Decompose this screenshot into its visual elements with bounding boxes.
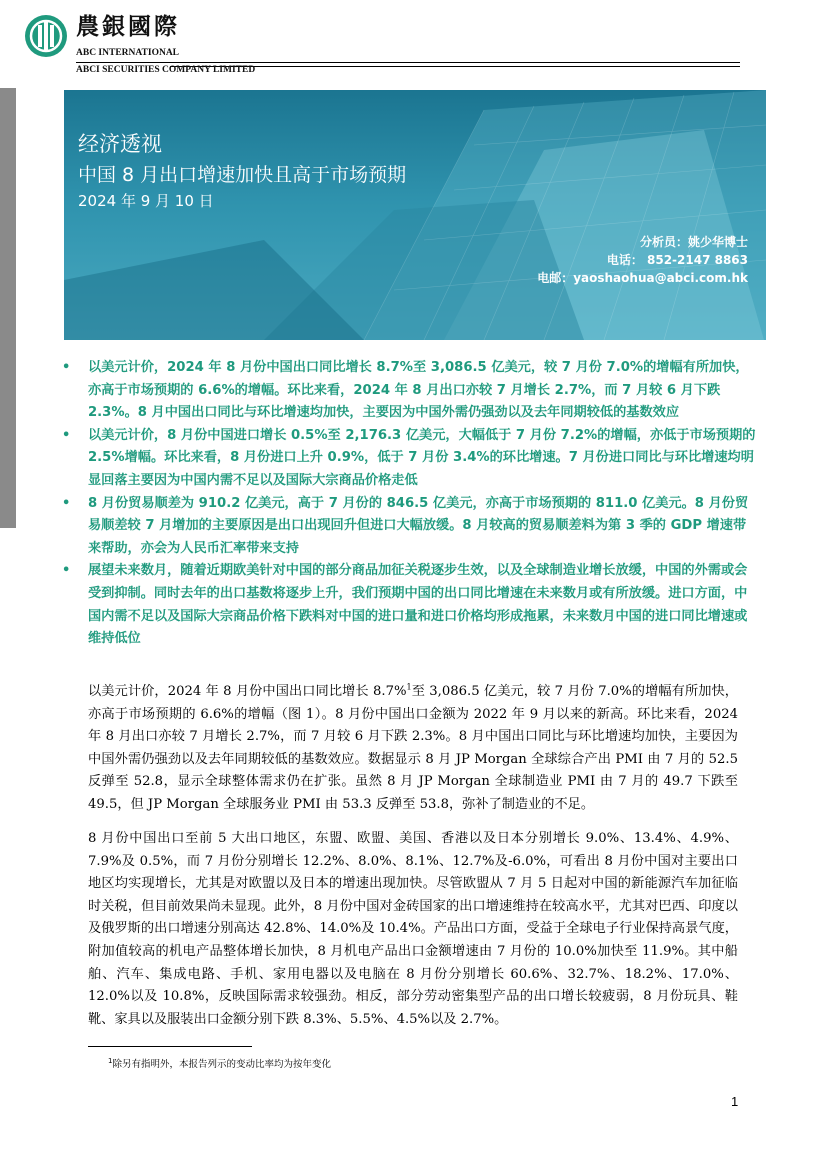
footnote-text: 除另有指明外，本报告列示的变动比率均为按年变化	[112, 1059, 331, 1070]
abci-logo-icon	[24, 14, 68, 58]
bullet-icon: •	[62, 563, 71, 579]
body-paragraph-1	[88, 681, 738, 817]
header-divider-2	[170, 66, 740, 67]
key-point	[62, 493, 758, 561]
company-name-en: ABC INTERNATIONAL	[76, 48, 180, 58]
report-series: 经济透视	[78, 132, 162, 156]
company-name-cn: 農銀國際	[76, 13, 180, 40]
footnote-divider	[88, 1046, 252, 1047]
key-point	[62, 560, 758, 650]
report-title: 中国 8 月出口增速加快且高于市场预期	[78, 164, 407, 186]
footnote-ref[interactable]: 1	[406, 682, 412, 692]
footnote	[108, 1056, 331, 1070]
skyscraper-backdrop-icon	[64, 90, 766, 340]
body-paragraph-2: 8 月份中国出口至前 5 大出口地区，东盟、欧盟、美国、香港以及日本分别增长 9.0%、13.4%、4.9%、7.9%及 0.5%，而 7 月份分别增长 12.2%、8.0%、8.1%、12.7%及-6.0%，可看出 8 月份中国对主要出口地区均实现增长，尤其是对欧盟以及日本的增速出现加快。尽管欧盟从 7 月 5 日起对中国的新能源汽车加征临时关税，但目前效果尚未显现。此外，8 月份中国对金砖国家的出口增速维持在较高水平，尤其对巴西、印度以及俄罗斯的出口增速分别高达 42.8%、14.0%及 10.4%。产品出口方面，受益于全球电子行业保持高景气度，附加值较高的机电产品整体增长加快，8 月机电产品出口金额增速由 7 月份的 10.0%加快至 11.9%。其中船舶、汽车、集成电路、手机、家用电器以及电脑在 8 月份分别增长 60.6%、32.7%、18.2%、17.0%、12.0%以及 10.8%，反映国际需求较强劲。相反，部分劳动密集型产品的出口增长较疲弱，8 月份玩具、鞋靴、家具以及服装出口金额分别下跌 8.3%、5.5%、4.5%以及 2.7%。	[88, 831, 738, 1027]
key-point-text: 展望未来数月，随着近期欧美针对中国的部分商品加征关税逐步生效，以及全球制造业增长放缓，中国的外需或会受到抑制。同时去年的出口基数将逐步上升，我们预期中国的出口同比增速在未来数月或有所放缓。进口方面，中国内需不足以及国际大宗商品价格下跌料对中国的进口量和进口价格均形成拖累，未来数月中国的进口同比增速或维持低位	[88, 563, 748, 647]
key-point-text: 以美元计价，8 月份中国进口增长 0.5%至 2,176.3 亿美元，大幅低于 7 月份 7.2%的增幅，亦低于市场预期的 2.5%增幅。环比来看，8 月份进口上升 0.9%，低于 7 月份 3.4%的环比增速。7 月份进口同比与环比增速均明显回落主要因为中国内需不足以及国际大宗商品价格走低	[88, 427, 756, 488]
report-date: 2024 年 9 月 10 日	[78, 192, 214, 210]
key-point	[62, 357, 758, 425]
analyst-phone: 电话： 852-2147 8863	[606, 253, 748, 267]
bullet-icon: •	[62, 427, 71, 443]
key-point-text: 以美元计价，2024 年 8 月份中国出口同比增长 8.7%至 3,086.5 亿美元，较 7 月份 7.0%的增幅有所加快，亦高于市场预期的 6.6%的增幅。环比来看，2024 年 8 月出口亦较 7 月增长 2.7%，而 7 月较 6 月下跌 2.3%。8 月中国出口同比与环比增速均加快，主要因为中国外需仍强劲以及去年同期较低的基数效应	[88, 360, 749, 421]
company-name-en-full: ABCI SECURITIES COMPANY LIMITED	[76, 65, 256, 75]
header-divider	[76, 62, 740, 63]
key-point-text: 8 月份贸易顺差为 910.2 亿美元，高于 7 月份的 846.5 亿美元，亦高于市场预期的 811.0 亿美元。8 月份贸易顺差较 7 月增加的主要原因是出口出现回升但进口大幅放缓。8 月较高的贸易顺差料为第 3 季的 GDP 增速带来帮助，亦会为人民币汇率带来支持	[88, 495, 749, 556]
page-number: 1	[731, 1094, 739, 1109]
footnote-marker: 1	[108, 1056, 113, 1065]
key-points-list	[62, 357, 758, 651]
bullet-icon: •	[62, 495, 71, 511]
side-decor-strip	[0, 88, 16, 528]
key-point	[62, 425, 758, 493]
paragraph-text: 以美元计价，2024 年 8 月份中国出口同比增长 8.7%	[88, 684, 407, 699]
paragraph-text: 至 3,086.5 亿美元，较 7 月份 7.0%的增幅有所加快，亦高于市场预期的 6.6%的增幅（图 1）。8 月份中国出口金额为 2022 年 9 月以来的新高。环比来看，2024 年 8 月出口亦较 7 月增长 2.7%，而 7 月较 6 月下跌 2.3%。8 月中国出口同比与环比增速均加快，主要因为中国外需仍强劲以及去年同期较低的基数效应。数据显示 8 月 JP Morgan 全球综合产出 PMI 由 7 月的 52.5 反弹至 52.8，显示全球整体需求仍在扩张。虽然 8 月 JP Morgan 全球制造业 PMI 由 7 月的 49.7 下跌至 49.5，但 JP Morgan 全球服务业 PMI 由 53.3 反弹至 53.8，弥补了制造业的不足。	[88, 684, 738, 812]
bullet-icon: •	[62, 360, 71, 375]
title-banner	[64, 90, 766, 340]
analyst-name: 分析员：姚少华博士	[639, 235, 748, 249]
analyst-email[interactable]: 电邮：yaoshaohua@abci.com.hk	[537, 271, 748, 285]
